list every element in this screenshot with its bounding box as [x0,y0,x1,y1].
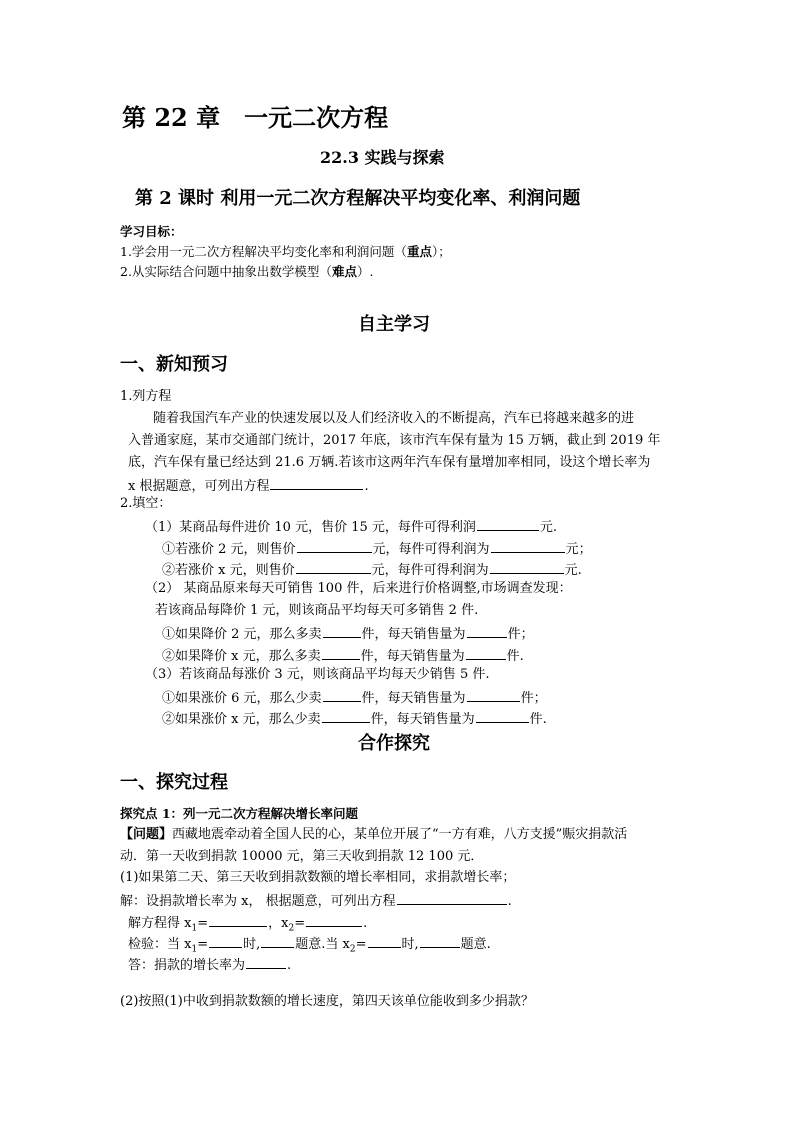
p1-b1: ①若涨价 2 元，则售价 [162,542,296,557]
answer-blank[interactable] [476,710,529,723]
p2-c [162,625,534,641]
q1-label: 1.列方程 [120,389,172,404]
cooperation-title: 合作探究 [358,733,430,754]
question-1: (1)如果第二天、第三天收到捐款数额的增长率相同，求捐款增长率； [120,870,516,885]
answer-blank[interactable] [420,935,460,948]
process-heading: 一、探究过程 [120,772,228,793]
p2-a: （2） 某商品原来每天可销售 100 件，后来进行价格调整,市场调查发现： [145,581,572,596]
answer-blank[interactable] [322,647,360,660]
solve-line [128,914,367,934]
objective-2-end: ）. [356,264,374,279]
answer-end: . [287,958,292,973]
objective-2 [120,266,373,279]
p3-b [162,689,547,705]
q1-line4-text: x 根据题意，可列出方程 [128,479,270,494]
p3-c3: 件. [529,712,547,727]
p1-a-end: 元. [539,520,558,535]
p3-c1: ②如果涨价 x 元，那么少卖 [162,712,321,727]
p3-c [162,710,547,726]
subscript-1: 1 [191,923,198,934]
self-study-title: 自主学习 [358,314,430,335]
objective-1 [120,246,451,259]
p2-c3: 件； [507,627,534,642]
p3-b3: 件； [520,691,547,706]
p1-b [162,540,592,556]
check-e: 题意. [460,937,491,952]
question-2: (2)按照(1)中收到捐款数额的增长速度，第四天该单位能收到多少捐款？ [120,994,534,1009]
p3-b2: 件，每天销售量为 [361,691,466,706]
equals-sign: = [355,937,367,952]
problem-tag: 【问题】 [120,827,173,842]
p1-c1: ②若涨价 x 元，则售价 [162,563,295,578]
solution-1 [120,892,512,908]
equals-sign: = [197,916,209,931]
objective-2-text: 2.从实际结合问题中抽象出数学模型（ [120,264,332,279]
q1-line4 [128,477,369,493]
problem-line1 [120,828,627,841]
answer-blank[interactable] [270,477,363,490]
check-d: 时, [401,937,419,952]
p2-d3: 件. [506,649,524,664]
problem-line1-text: 西藏地震牵动着全国人民的心，某单位开展了“一方有难，八方支援”赈灾捐款活 [172,827,628,842]
answer-blank[interactable] [209,914,267,927]
answer-blank[interactable] [490,561,564,574]
p3-c2: 件，每天销售量为 [370,712,475,727]
subscript-2: 2 [349,944,356,955]
q1-line3: 底，汽车保有量已经达到 21.6 万辆.若该市这两年汽车保有量增加率相同，设这个增长率为 [128,455,651,470]
p1-a-text: （1）某商品每件进价 10 元，售价 15 元，每件可得利润 [145,520,476,535]
chapter-title: 第 22 章 一元二次方程 [122,103,389,132]
objective-2-key: 难点 [331,264,357,279]
answer-blank[interactable] [296,561,371,574]
period: . [363,916,368,931]
solution-1-text: 解：设捐款增长率为 x， 根据题意，可列出方程 [120,894,396,909]
answer-blank[interactable] [261,935,294,948]
answer-blank[interactable] [397,892,507,905]
p2-d1: ②如果降价 x 元，那么多卖 [162,649,321,664]
answer-blank[interactable] [322,710,370,723]
subscript-2: 2 [288,923,295,934]
section-title: 22.3 实践与探索 [320,148,445,167]
answer-blank[interactable] [246,956,286,969]
p1-b2: 元，每件可得利润为 [372,542,490,557]
answer-blank[interactable] [323,689,361,702]
p2-b: 若该商品每降价 1 元，则该商品平均每天可多销售 2 件. [155,603,479,618]
answer-blank[interactable] [467,625,507,638]
subscript-1: 1 [191,944,198,955]
answer-blank[interactable] [323,625,361,638]
answer-blank[interactable] [491,540,565,553]
answer-blank[interactable] [306,914,362,927]
answer-text: 答：捐款的增长率为 [128,958,246,973]
point-1: 探究点 1：列一元二次方程解决增长率问题 [120,806,359,821]
preview-heading: 一、新知预习 [120,354,228,375]
p3-b1: ①如果涨价 6 元，那么少卖 [162,691,322,706]
solution-1-end: . [507,894,512,909]
equals-sign: = [294,916,306,931]
p2-c2: 件，每天销售量为 [361,627,466,642]
answer-blank[interactable] [209,935,242,948]
p3-a: （3）若该商品每涨价 3 元，则该商品平均每天少销售 5 件. [145,667,490,682]
objectives-heading: 学习目标： [120,224,183,239]
comma-x: ，x [268,916,289,931]
p2-d [162,647,524,663]
p1-b3: 元； [565,542,592,557]
p1-c2: 元，每件可得利润为 [371,563,489,578]
solve-text: 解方程得 x [128,916,192,931]
check-b: 时, [243,937,261,952]
check-a: 检验：当 x [128,937,192,952]
equals-sign: = [197,937,209,952]
q1-line2: 入普通家庭，某市交通部门统计，2017 年底，该市汽车保有量为 15 万辆，截止到 2019 年 [128,433,661,448]
answer-blank[interactable] [477,518,539,531]
q1-line4-end: . [364,479,369,494]
p1-a [145,518,557,534]
objective-1-text: 1.学会用一元二次方程解决平均变化率和利润问题（ [120,244,407,259]
lesson-title: 第 2 课时 利用一元二次方程解决平均变化率、利润问题 [135,188,581,209]
problem-line2: 动．第一天收到捐款 10000 元，第三天收到捐款 12 100 元． [120,849,484,864]
q1-line1: 随着我国汽车产业的快速发展以及人们经济收入的不断提高，汽车已将越来越多的进 [153,411,635,426]
q2-label: 2.填空： [120,496,172,511]
p1-c [162,561,582,577]
answer-blank[interactable] [466,647,506,660]
check-line [128,935,491,955]
objective-1-key: 重点 [406,244,432,259]
check-c: 题意.当 x [295,937,350,952]
answer-blank[interactable] [467,689,520,702]
answer-blank[interactable] [368,935,401,948]
objective-1-end: ）； [431,244,451,259]
p1-c3: 元. [564,563,582,578]
answer-line [128,956,291,972]
p2-c1: ①如果降价 2 元，那么多卖 [162,627,322,642]
answer-blank[interactable] [297,540,372,553]
p2-d2: 件，每天销售量为 [360,649,465,664]
